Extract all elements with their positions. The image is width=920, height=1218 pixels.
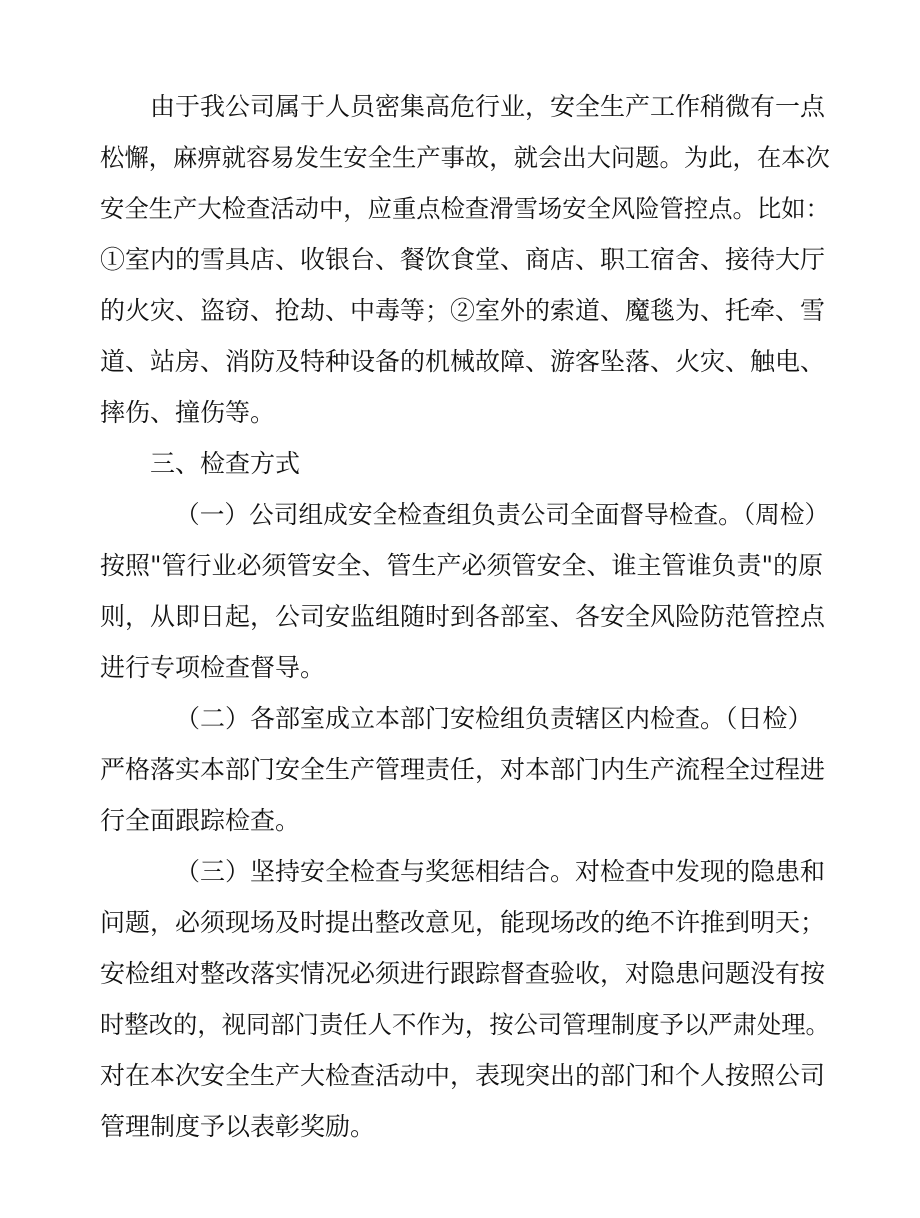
section-heading: 三、检查方式 bbox=[150, 449, 301, 478]
item3-line-5: 对在本次安全生产大检查活动中，表现突出的部门和个人按照公司 bbox=[100, 1061, 826, 1090]
intro-line-2: 松懈，麻痹就容易发生安全生产事故，就会出大问题。为此，在本次 bbox=[100, 143, 830, 172]
item3-line-4: 时整改的，视同部门责任人不作为，按公司管理制度予以严肃处理。 bbox=[100, 1010, 830, 1039]
intro-line-4: ①室内的雪具店、收银台、餐饮食堂、商店、职工宿舍、接待大厅 bbox=[100, 245, 826, 274]
item1-line-3: 则，从即日起，公司安监组随时到各部室、各安全风险防范管控点 bbox=[100, 602, 826, 631]
item2-line-3: 行全面跟踪检查。 bbox=[100, 806, 301, 835]
intro-line-6: 道、站房、消防及特种设备的机械故障、游客坠落、火灾、触电、 bbox=[100, 347, 826, 376]
item3-line-6: 管理制度予以表彰奖励。 bbox=[100, 1112, 376, 1141]
item3-line-3: 安检组对整改落实情况必须进行跟踪督查验收，对隐患问题没有按 bbox=[100, 959, 826, 988]
intro-line-1: 由于我公司属于人员密集高危行业，安全生产工作稍微有一点 bbox=[150, 92, 826, 121]
item1-line-4: 进行专项检查督导。 bbox=[100, 653, 326, 682]
item3-line-2: 问题，必须现场及时提出整改意见，能现场改的绝不许推到明天； bbox=[100, 908, 826, 937]
item3-line-1: （三）坚持安全检查与奖惩相结合。对检查中发现的隐患和 bbox=[175, 857, 826, 886]
item2-line-2: 严格落实本部门安全生产管理责任，对本部门内生产流程全过程进 bbox=[100, 755, 826, 784]
intro-line-7: 摔伤、撞伤等。 bbox=[100, 398, 276, 427]
item2-line-1: （二）各部室成立本部门安检组负责辖区内检查。（日检） bbox=[175, 704, 813, 733]
intro-line-3: 安全生产大检查活动中，应重点检查滑雪场安全风险管控点。比如： bbox=[100, 194, 830, 223]
item1-line-1: （一）公司组成安全检查组负责公司全面督导检查。（周检） bbox=[175, 500, 830, 529]
item1-line-2: 按照"管行业必须管安全、管生产必须管安全、谁主管谁负责"的原 bbox=[100, 551, 824, 580]
intro-line-5: 的火灾、盗窃、抢劫、中毒等；②室外的索道、魔毯为、托牵、雪 bbox=[100, 296, 826, 325]
